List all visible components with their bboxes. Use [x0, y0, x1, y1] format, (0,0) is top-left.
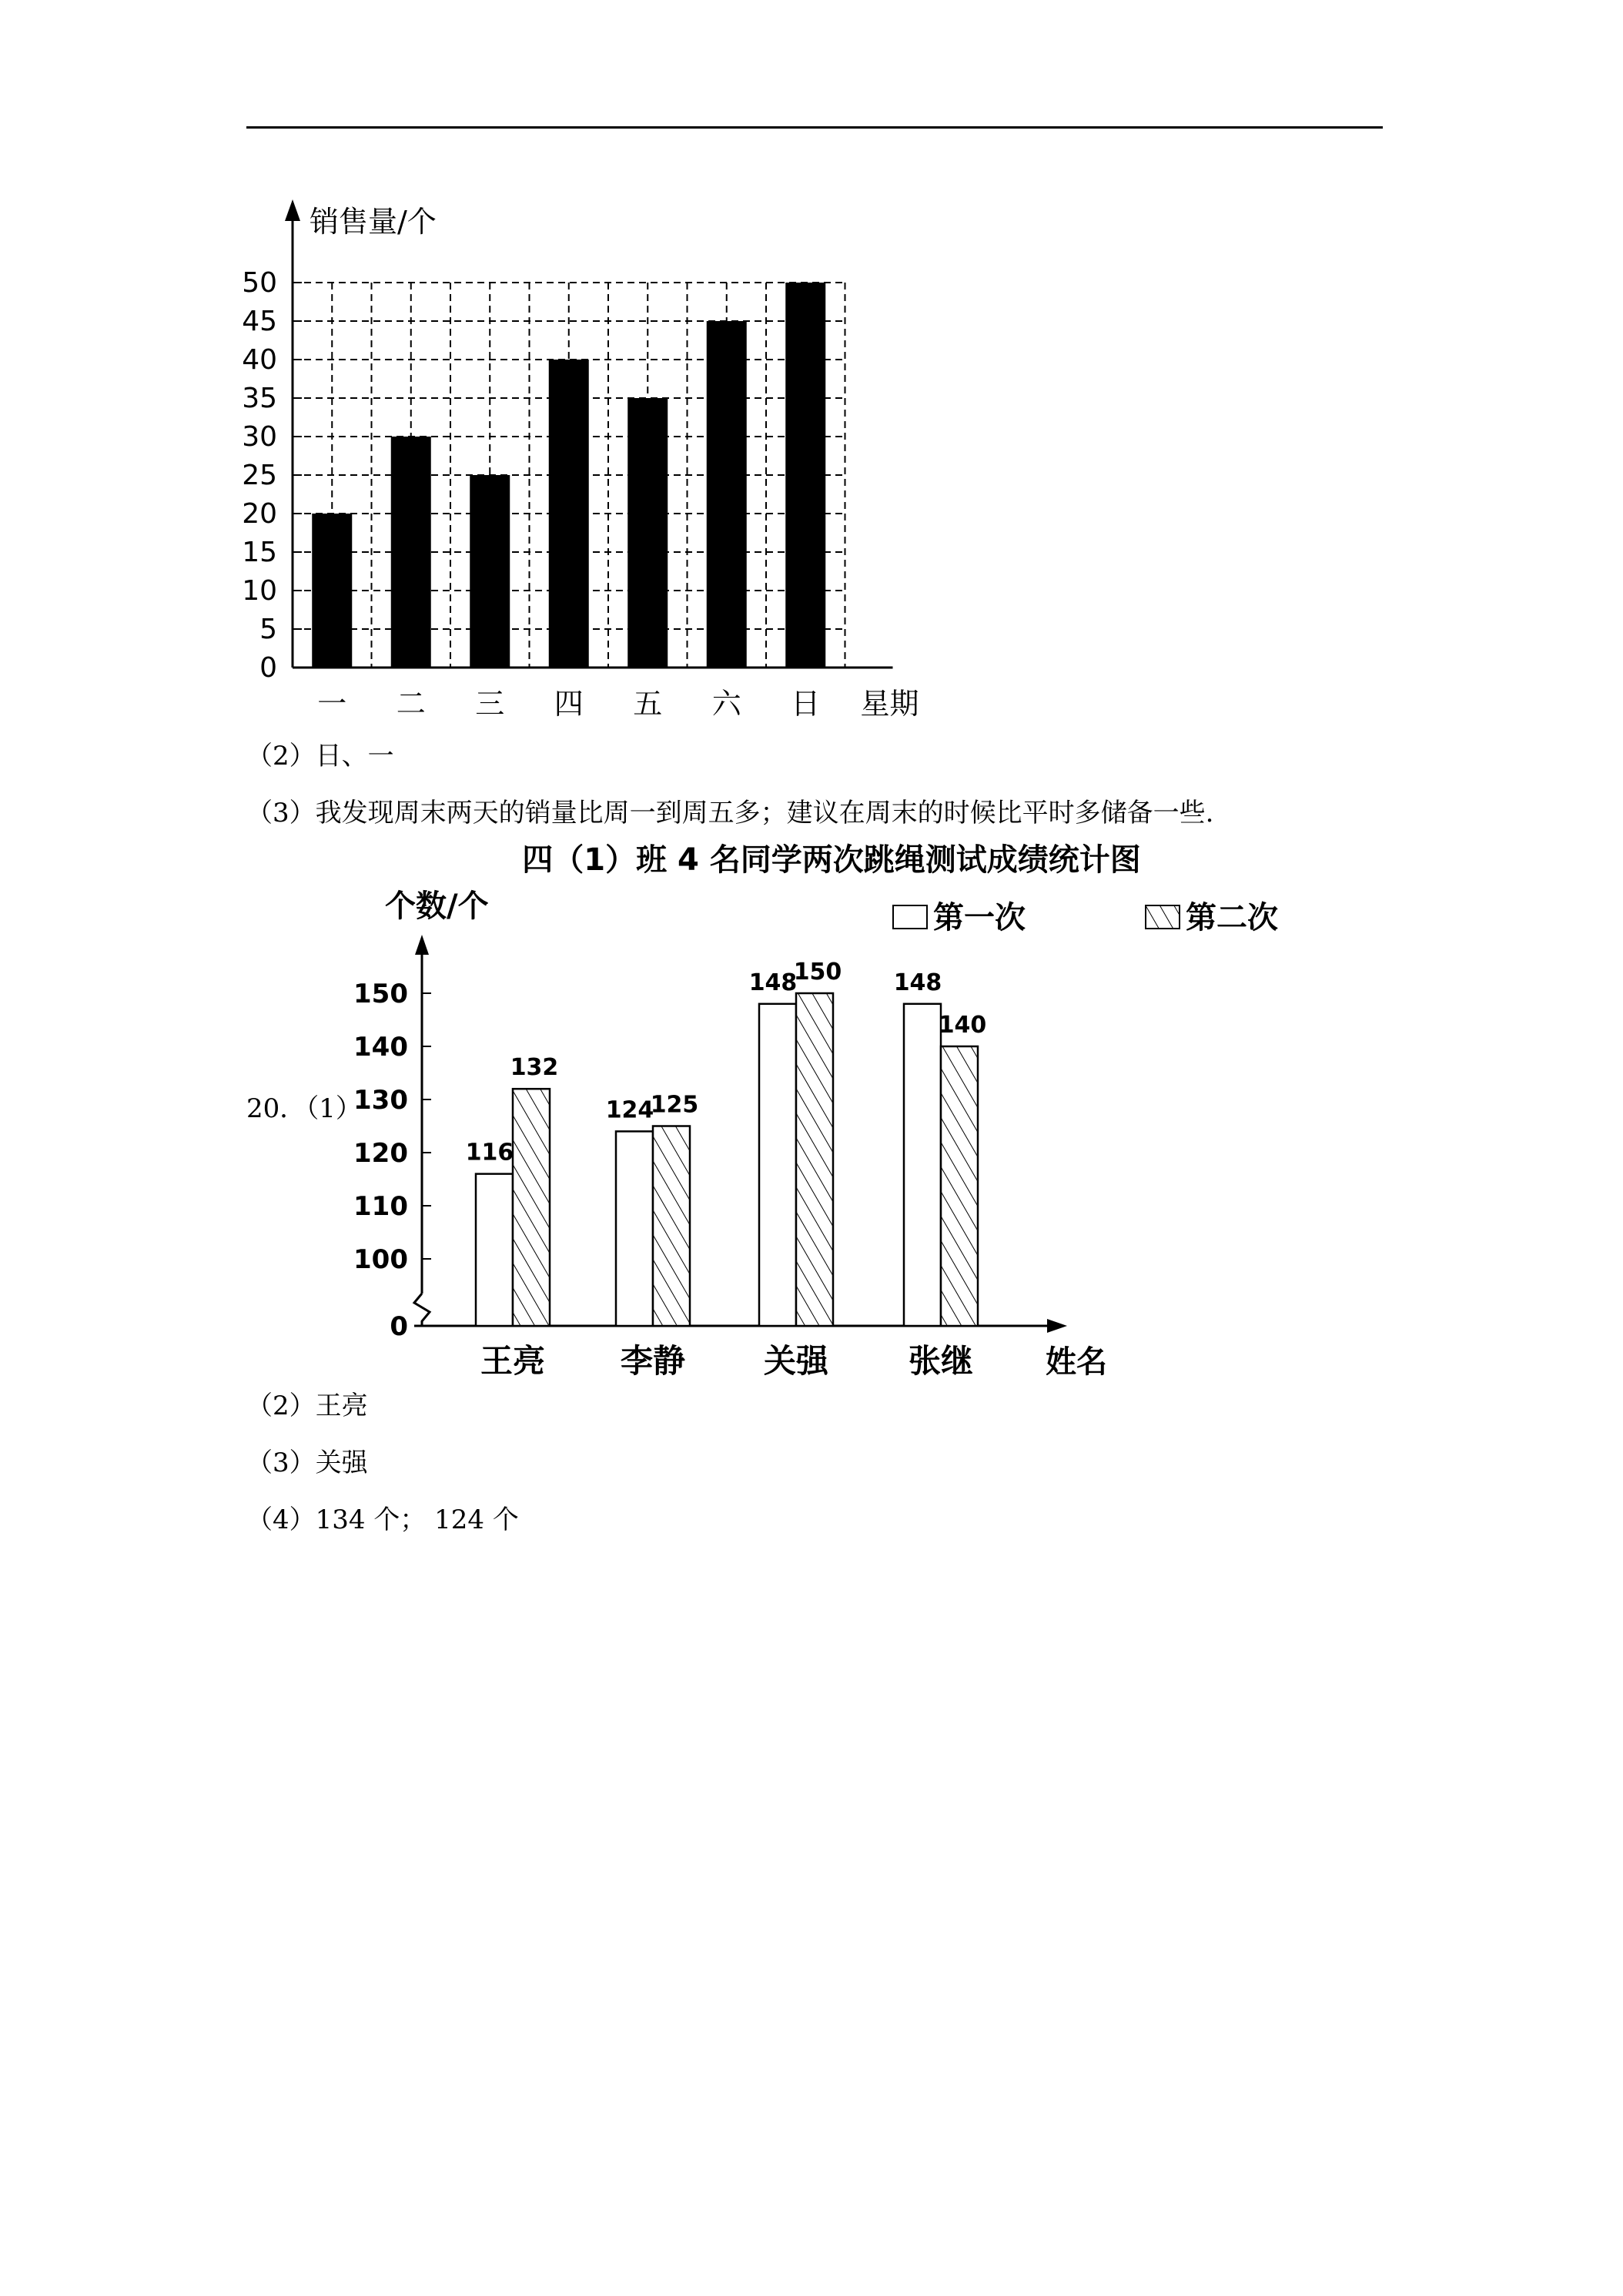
y-tick-label: 140 [353, 1032, 408, 1063]
x-tick-label: 李静 [620, 1342, 686, 1378]
bar-second-关强 [796, 993, 833, 1326]
x-tick-label: 王亮 [480, 1342, 546, 1378]
y-tick-label: 15 [242, 537, 277, 568]
data-label-first: 148 [748, 969, 798, 996]
bar-日 [785, 283, 825, 668]
y-axis-arrow [415, 935, 429, 955]
data-label-second: 132 [510, 1054, 559, 1082]
answer-19-3: （3）我发现周末两天的销量比周一到周五多；建议在周末的时候比平时多储备一些. [246, 798, 1214, 828]
bar-first-王亮 [476, 1174, 513, 1326]
data-label-second: 140 [938, 1012, 987, 1039]
bar-second-王亮 [513, 1089, 550, 1326]
legend-label-first: 第一次 [933, 900, 1026, 935]
y-tick-label: 130 [353, 1085, 408, 1116]
x-tick-label: 一 [317, 687, 347, 721]
y-tick-label: 0 [259, 652, 277, 684]
bar-first-李静 [616, 1131, 653, 1326]
answer-19-2: （2）日、一 [246, 741, 394, 771]
weekly-sales-bar-chart [231, 196, 970, 731]
answer-20-3: （3）关强 [246, 1448, 368, 1478]
y-tick-label: 20 [242, 498, 277, 530]
bar-六 [707, 321, 747, 668]
x-tick-label: 四 [554, 687, 584, 721]
header-rule [246, 126, 1383, 129]
question-20-label: 20．（1） [246, 1093, 362, 1124]
answer-20-2: （2）王亮 [246, 1391, 368, 1421]
y-tick-label: 110 [353, 1191, 408, 1222]
bar-五 [627, 398, 668, 668]
x-tick-label: 日 [791, 687, 821, 721]
bar-四 [549, 360, 589, 668]
x-tick-label: 三 [475, 687, 505, 721]
bar-一 [312, 514, 352, 668]
data-label-first: 148 [893, 969, 942, 996]
bar-first-关强 [759, 1004, 796, 1326]
x-tick-label: 二 [396, 687, 426, 721]
data-label-first: 116 [465, 1139, 514, 1166]
data-label-second: 125 [650, 1091, 699, 1119]
y-axis-label: 销售量/个 [310, 205, 437, 239]
y-tick-label: 150 [353, 979, 408, 1009]
y-tick-label: 50 [242, 267, 277, 299]
y-tick-label: 10 [242, 575, 277, 607]
y-tick-label: 35 [242, 383, 277, 414]
y-tick-label: 120 [353, 1138, 408, 1169]
y-tick-label: 100 [353, 1244, 408, 1275]
y-axis-label: 个数/个 [385, 889, 489, 924]
bar-second-李静 [653, 1126, 690, 1327]
y-tick-label: 5 [259, 614, 277, 645]
legend-swatch-first [893, 905, 927, 929]
x-axis-label: 姓名 [1046, 1344, 1107, 1378]
y-axis-break [414, 1294, 430, 1326]
x-tick-label: 五 [633, 687, 663, 721]
y-tick-label: 25 [242, 460, 277, 491]
x-tick-label: 六 [711, 687, 741, 721]
bar-first-张继 [904, 1004, 941, 1326]
y-tick-label: 45 [242, 306, 277, 337]
rope-skipping-chart-svg [339, 839, 1324, 1378]
data-label-first: 124 [605, 1096, 654, 1124]
x-axis-arrow [1047, 1319, 1067, 1333]
bar-三 [470, 475, 510, 668]
y-tick-label: 30 [242, 421, 277, 453]
data-label-second: 150 [793, 959, 842, 986]
weekly-sales-chart-svg [231, 196, 970, 728]
y-tick-label: 40 [242, 344, 277, 376]
y-tick-label: 0 [390, 1311, 408, 1342]
legend-swatch-second [1146, 905, 1180, 929]
bar-second-张继 [941, 1046, 978, 1326]
rope-skipping-bar-chart [339, 839, 1324, 1381]
bar-二 [391, 437, 431, 668]
chart-title: 四（1）班 4 名同学两次跳绳测试成绩统计图 [522, 842, 1141, 878]
answer-20-4: （4）134 个； 124 个 [246, 1504, 519, 1535]
y-axis-arrow [285, 199, 300, 221]
x-tick-label: 关强 [763, 1342, 829, 1378]
legend-label-second: 第二次 [1186, 900, 1278, 935]
x-axis-label: 星期 [860, 687, 919, 721]
x-tick-label: 张继 [908, 1342, 974, 1378]
